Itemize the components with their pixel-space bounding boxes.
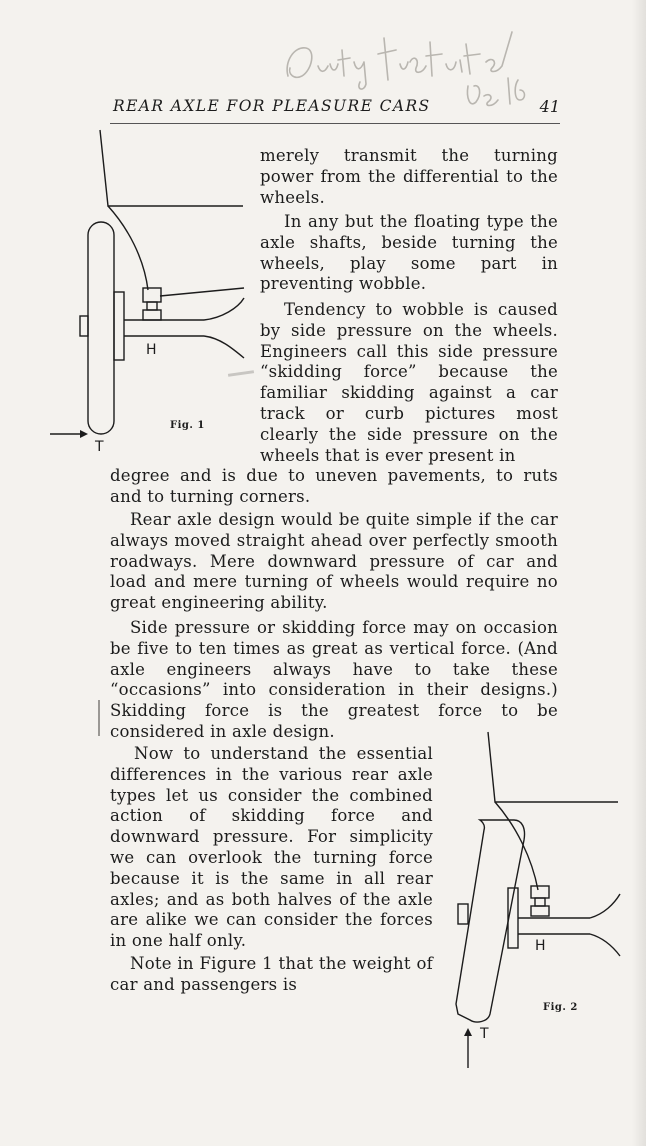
paragraph-5: Side pressure or skidding force may on occasion be five to ten times as great as vertical force. (And axle engineers always have to take these “occasions” into consideration in their designs.) Skidding force is the greatest force to be considered in axle design. [110,618,558,741]
figure-2-label-t: T [480,1026,489,1042]
figure-1-drawing [40,128,250,460]
figure-1-label-h: H [146,342,157,358]
figure-1 [40,128,250,460]
running-title: REAR AXLE FOR PLEASURE CARS [113,97,431,115]
paragraph-7: Note in Figure 1 that the weight of car and passengers is [110,954,433,994]
page-number: 41 [539,97,560,116]
running-header [110,97,560,124]
figure-1-label-t: T [95,439,104,455]
paragraph-3: Tendency to wobble is caused by side pressure on the wheels. Engineers call this side pressure “skidding force” because the familiar skidding against a car track or curb pictures most clearly the side pressure on the wheels that is ever present in [260,300,558,465]
figure-2 [440,730,630,1070]
paragraph-3-continued: degree and is due to uneven pavements, to ruts and to turning corners. [110,466,558,506]
figure-1-caption: Fig. 1 [170,420,205,431]
paragraph-1: merely transmit the turning power from the differential to the wheels. [260,146,558,207]
margin-mark [98,700,100,736]
figure-2-label-h: H [535,938,546,954]
paragraph-6: Now to understand the essential differences in the various rear axle types let us consider the combined action of skidding force and downward pressure. For simplicity we can overlook the turning force because it is the same in all rear axles; and as both halves of the axle are alike we can consider the forces in one half only. [110,744,433,951]
page-edge [632,0,646,1146]
figure-2-drawing [440,730,630,1070]
paragraph-4: Rear axle design would be quite simple if the car always moved straight ahead over perfectly smooth roadways. Mere downward pressure of car and load and mere turning of wheels would require no great engineering ability. [110,510,558,613]
paragraph-2: In any but the floating type the axle shafts, beside turning the wheels, play some part in preventing wobble. [260,212,558,294]
figure-2-caption: Fig. 2 [543,1002,578,1013]
